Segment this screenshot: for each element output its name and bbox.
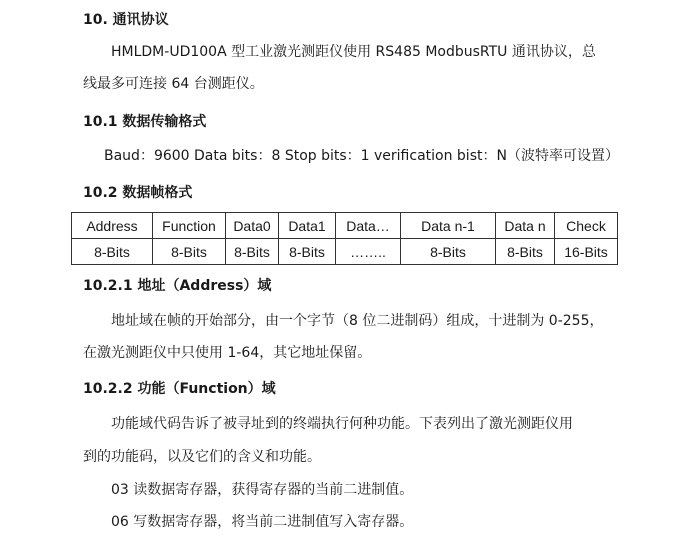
table-header-cell: Function bbox=[153, 213, 226, 239]
table-row bbox=[72, 239, 618, 265]
table-cell: 8-Bits bbox=[401, 239, 496, 265]
table-cell: 8-Bits bbox=[153, 239, 226, 265]
function-code-item-06: 06 写数据寄存器，将当前二进制值写入寄存器。 bbox=[111, 514, 414, 530]
table-header-cell: Check bbox=[555, 213, 618, 239]
section-10-2-1-heading: 10.2.1 地址（Address）域 bbox=[83, 278, 272, 294]
section-10-1-baud-text: Baud：9600 Data bits：8 Stop bits：1 verification bist：N（波特率可设置） bbox=[104, 148, 619, 164]
table-header-cell: Data0 bbox=[226, 213, 279, 239]
section-10-2-2-paragraph-line2: 到的功能码，以及它们的含义和功能。 bbox=[83, 449, 321, 465]
data-frame-table bbox=[71, 212, 618, 265]
section-10-2-1-paragraph-line2: 在激光测距仪中只使用 1-64，其它地址保留。 bbox=[83, 345, 372, 361]
section-10-2-1-paragraph-line1: 地址域在帧的开始部分，由一个字节（8 位二进制码）组成，十进制为 0-255， bbox=[111, 313, 604, 329]
table-cell: 8-Bits bbox=[496, 239, 555, 265]
table-header-cell: Data… bbox=[336, 213, 401, 239]
table-cell: 8-Bits bbox=[279, 239, 336, 265]
section-10-paragraph-line1: HMLDM-UD100A 型工业激光测距仪使用 RS485 ModbusRTU 通讯协议，总 bbox=[111, 44, 596, 60]
section-10-paragraph-line2: 线最多可连接 64 台测距仪。 bbox=[83, 76, 264, 92]
table-header-cell: Data1 bbox=[279, 213, 336, 239]
table-header-cell: Data n-1 bbox=[401, 213, 496, 239]
table-cell: 8-Bits bbox=[226, 239, 279, 265]
section-10-heading: 10. 通讯协议 bbox=[83, 12, 169, 28]
section-10-2-heading: 10.2 数据帧格式 bbox=[83, 185, 193, 201]
function-code-item-03: 03 读数据寄存器，获得寄存器的当前二进制值。 bbox=[111, 482, 414, 498]
section-10-2-2-paragraph-line1: 功能域代码告诉了被寻址到的终端执行何种功能。下表列出了激光测距仪用 bbox=[111, 416, 573, 432]
table-cell: 16-Bits bbox=[555, 239, 618, 265]
section-10-1-heading: 10.1 数据传输格式 bbox=[83, 114, 207, 130]
table-cell: …….. bbox=[336, 239, 401, 265]
table-cell: 8-Bits bbox=[72, 239, 153, 265]
section-10-2-2-heading: 10.2.2 功能（Function）域 bbox=[83, 381, 276, 397]
table-header-cell: Data n bbox=[496, 213, 555, 239]
table-header-cell: Address bbox=[72, 213, 153, 239]
table-header-row bbox=[72, 213, 618, 239]
